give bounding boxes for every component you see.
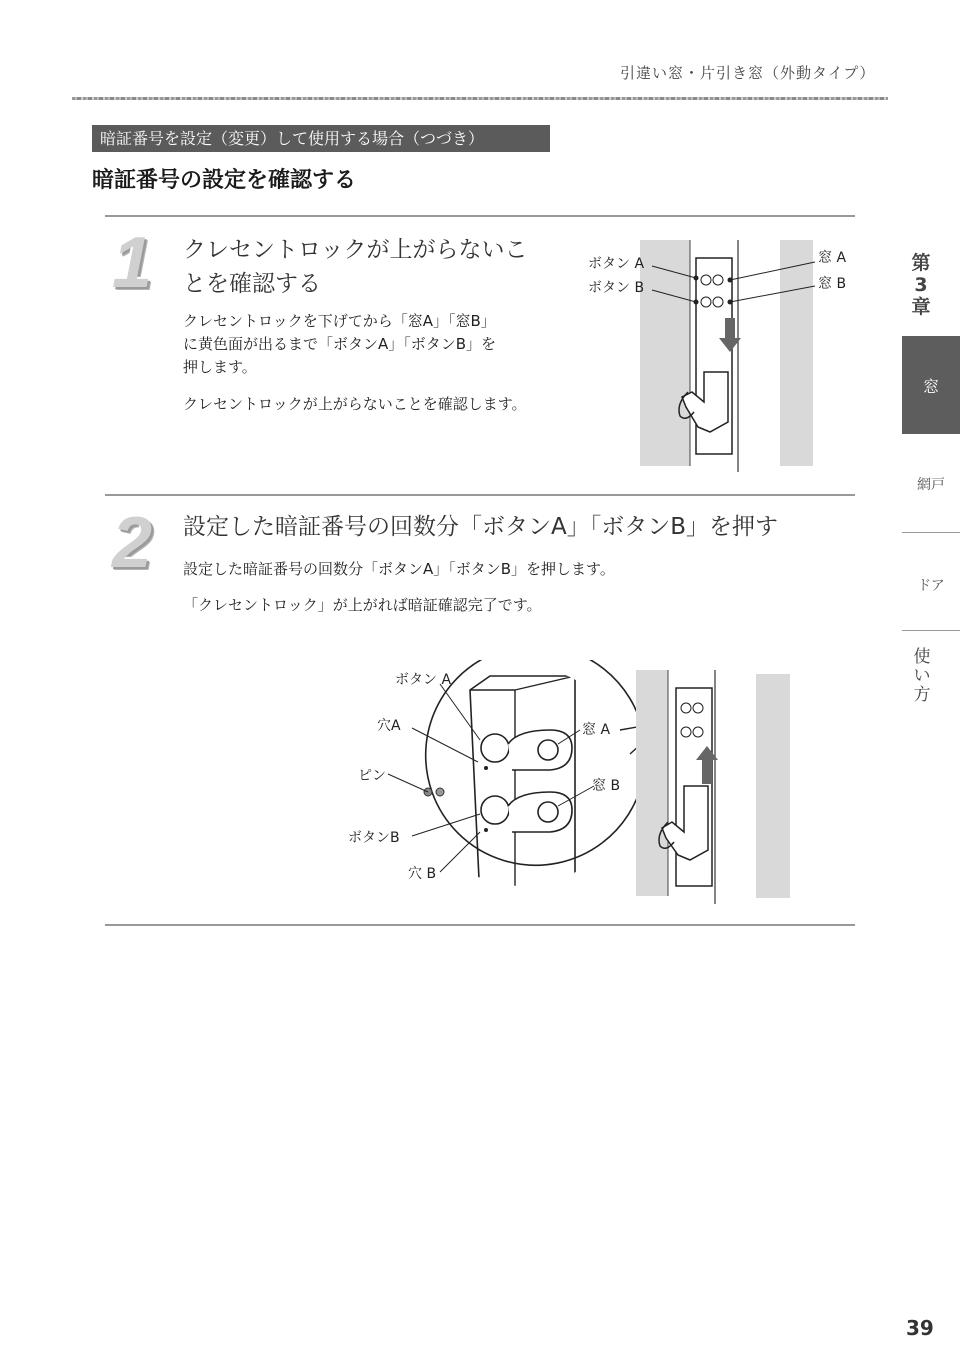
step1-text-line3: 押します。 [183,358,257,376]
step1-number: 1 [112,223,153,303]
figure2-label-hole-a: 穴A [377,718,401,734]
step2-instruction: 設定した暗証番号の回数分「ボタンA」「ボタンB」を押します。 [183,560,615,578]
section-bottom-rule [105,924,855,926]
step2-complete-text: 「クレセントロック」が上がれば暗証確認完了です。 [183,596,542,614]
chapter-label-line1: 第 [911,252,931,274]
tab-usage[interactable] [902,648,942,705]
figure2-label-hole-b: 穴 B [408,866,437,882]
chapter-label-line2: 3 [914,274,928,296]
figure2-label-button-a: ボタン A [395,672,452,688]
page-number: 39 [906,1316,934,1340]
section-tag: 暗証番号を設定（変更）して使用する場合（つづき） [92,125,550,152]
step1-title-line2: とを確認する [183,271,321,297]
tab-divider [902,532,960,533]
section-heading: 暗証番号の設定を確認する [92,168,357,193]
figure2-magnified-view [400,660,660,910]
step2-top-rule [105,494,855,496]
step1-top-rule [105,215,855,217]
figure1-label-window-b: 窓 B [818,276,847,292]
figure2-label-pin: ピン [358,768,386,784]
header-title: 引違い窓・片引き窓（外動タイプ） [620,64,876,82]
tab-usage-line3: 方 [913,685,931,705]
figure2-lock-up-illustration [636,670,790,904]
tab-usage-line2: い [913,666,931,686]
step1-confirm-text: クレセントロックが上がらないことを確認します。 [183,395,527,413]
chapter-tab[interactable] [905,252,937,318]
figure2-label-window-a: 窓 A [582,722,611,738]
step1-title-line1: クレセントロックが上がらないこ [183,237,528,263]
figure2-label-window-b: 窓 B [592,778,621,794]
step1-instruction [183,310,496,379]
figure2-crescent-lock-detail [340,660,800,910]
header-divider [72,97,888,100]
figure1-label-window-a: 窓 A [818,250,847,266]
step2-number: 2 [112,503,153,583]
tab-door[interactable]: ドア [917,578,945,594]
figure1-frame-right [780,240,813,466]
chapter-label-line3: 章 [911,296,931,318]
tab-usage-line1: 使 [913,647,931,667]
figure1-crescent-lock-down [580,232,860,477]
figure1-label-button-a: ボタン A [588,256,645,272]
figure1-label-button-b: ボタン B [588,280,645,296]
step1-text-line2: に黄色面が出るまで「ボタンA」「ボタンB」を [183,335,497,353]
tab-screen[interactable]: 網戸 [917,477,945,493]
step1-text-line1: クレセントロックを下げてから「窓A」「窓B」 [183,312,496,330]
tab-divider [902,630,960,631]
step1-title [183,233,528,301]
tab-window[interactable]: 窓 [902,336,960,434]
step2-title: 設定した暗証番号の回数分「ボタンA」「ボタンB」を押す [183,514,779,540]
figure2-label-button-b: ボタンB [348,830,400,846]
